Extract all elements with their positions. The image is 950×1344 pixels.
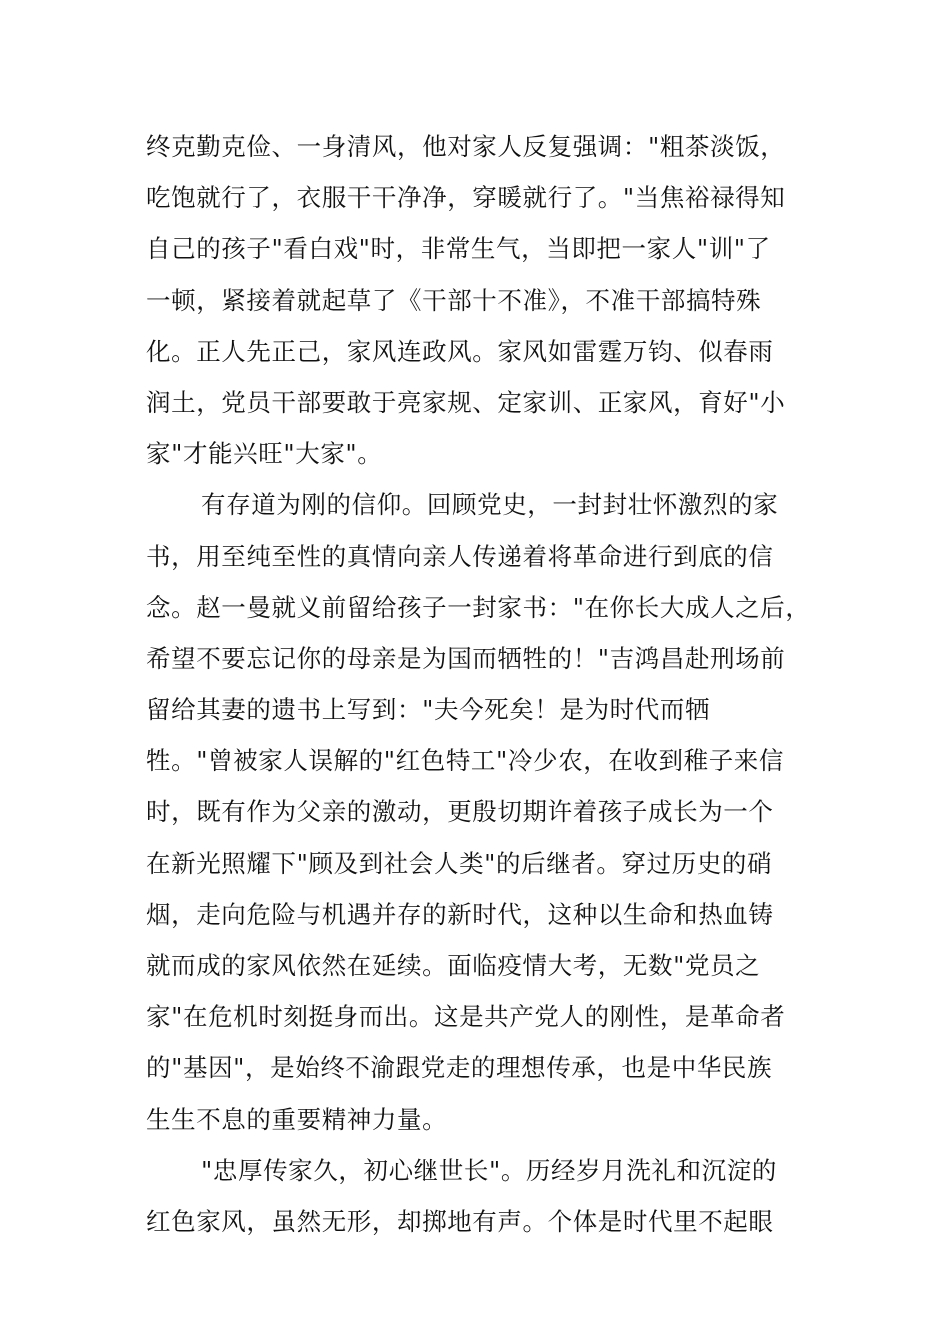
text-line: 烟，走向危险与机遇并存的新时代，这种以生命和热血铸 — [146, 899, 774, 929]
text-line: 生生不息的重要精神力量。 — [146, 1104, 448, 1134]
text-line: 有存道为刚的信仰。回顾党史，一封封壮怀激烈的家 — [201, 490, 779, 520]
text-line: 留给其妻的遗书上写到："夫今死矣！是为时代而牺 — [146, 695, 711, 725]
text-line: 牲。"曾被家人误解的"红色特工"冷少农，在收到稚子来信 — [146, 746, 785, 776]
text-line: 的"基因"，是始终不渝跟党走的理想传承，也是中华民族 — [146, 1053, 773, 1083]
text-line: 在新光照耀下"顾及到社会人类"的后继者。穿过历史的硝 — [146, 848, 773, 878]
text-line: 红色家风，虽然无形，却掷地有声。个体是时代里不起眼 — [146, 1206, 774, 1236]
text-line: 化。正人先正己，家风连政风。家风如雷霆万钧、似春雨 — [146, 336, 774, 366]
text-line: 自己的孩子"看白戏"时，非常生气，当即把一家人"训"了 — [146, 234, 771, 264]
text-line: "忠厚传家久，初心继世长"。历经岁月洗礼和沉淀的 — [201, 1155, 777, 1185]
text-line: 家"在危机时刻挺身而出。这是共产党人的刚性，是革命者 — [146, 1002, 786, 1032]
text-line: 书，用至纯至性的真情向亲人传递着将革命进行到底的信 — [146, 541, 774, 571]
text-line: 就而成的家风依然在延续。面临疫情大考，无数"党员之 — [146, 951, 761, 980]
text-line: 念。赵一曼就义前留给孩子一封家书："在你长大成人之后， — [146, 592, 811, 622]
body-text — [146, 130, 811, 1256]
text-line: 希望不要忘记你的母亲是为国而牺牲的！"吉鸿昌赴刑场前 — [146, 643, 786, 673]
paragraph — [146, 130, 806, 488]
text-line: 润土，党员干部要敢于亮家规、定家训、正家风，育好"小 — [146, 387, 786, 417]
text-line: 一顿，紧接着就起草了《干部十不准》，不准干部搞特殊 — [146, 285, 762, 315]
text-line: 家"才能兴旺"大家"。 — [146, 439, 383, 469]
text-line: 吃饱就行了，衣服干干净净，穿暖就行了。"当焦裕禄得知 — [146, 183, 786, 213]
text-line: 时，既有作为父亲的激动，更殷切期许着孩子成长为一个 — [146, 797, 774, 827]
text-line: 终克勤克俭、一身清风，他对家人反复强调："粗茶淡饭， — [146, 132, 786, 161]
paragraph — [146, 1154, 806, 1256]
paragraph — [146, 488, 811, 1153]
